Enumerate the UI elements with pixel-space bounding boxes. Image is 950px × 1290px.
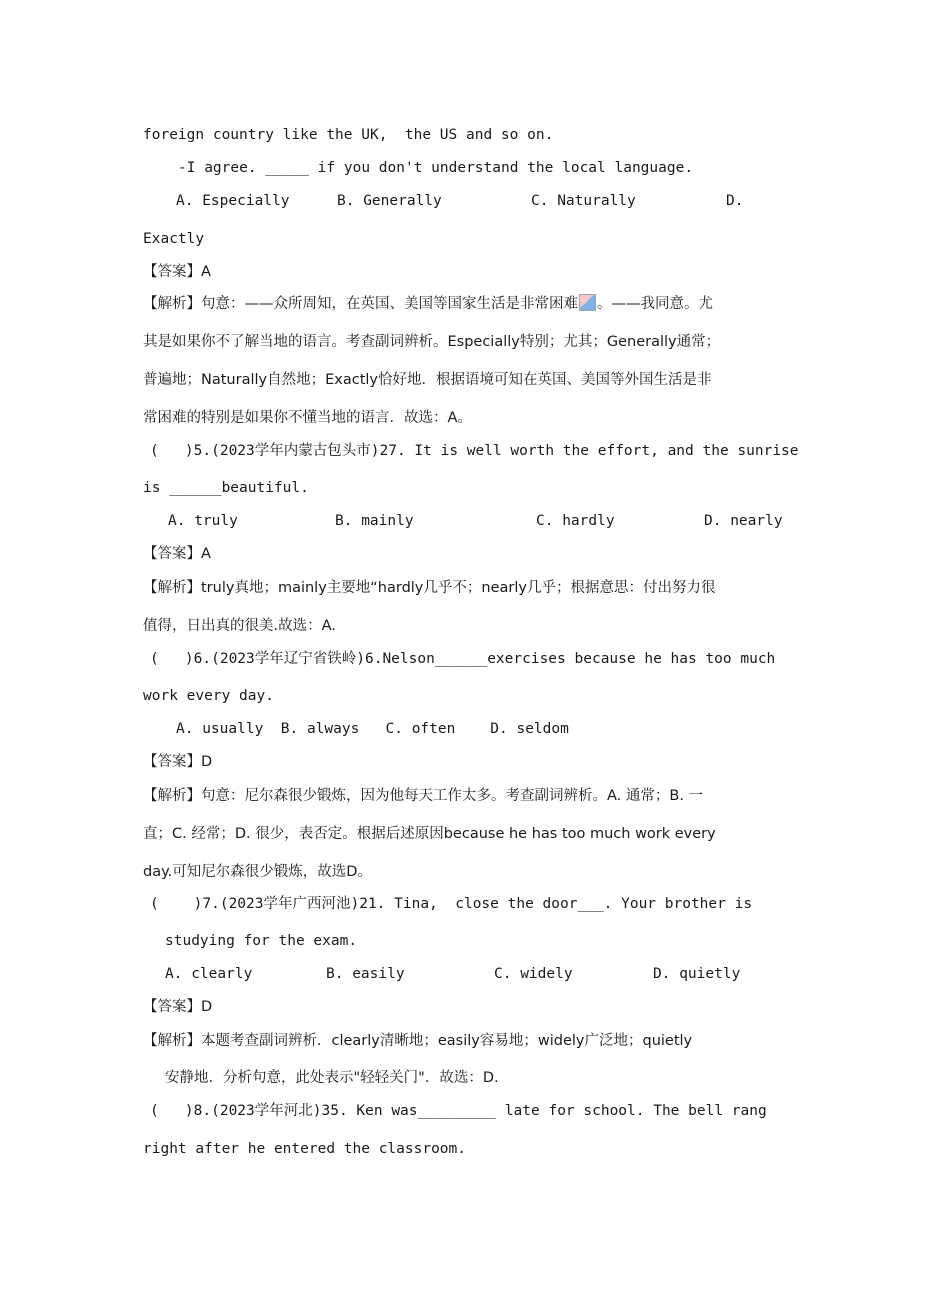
answer: 【答案】D: [143, 999, 213, 1015]
text-line: foreign country like the UK, the US and so on.: [143, 127, 554, 143]
explanation-line: 【解析】truly真地；mainly主要地“hardly几乎不；nearly几乎；根据意思：付出努力很: [143, 580, 716, 596]
explanation-text: 【解析】句意：——众所周知，在英国、美国等国家生活是非常困难: [143, 296, 578, 312]
option-a: A. Especially: [176, 193, 290, 209]
question-line: studying for the exam.: [165, 933, 358, 949]
explanation-line: 【解析】句意：尼尔森很少锻炼，因为他每天工作太多。考查副词辨析。A. 通常；B. 一: [143, 788, 704, 804]
explanation-line: 常困难的特别是如果你不懂当地的语言．故选：A。: [143, 410, 472, 426]
option-d: D. nearly: [704, 513, 783, 529]
question-line: ( )5.(2023学年内蒙古包头市)27. It is well worth the effort, and the sunrise: [150, 443, 799, 459]
explanation-line: 直；C. 经常；D. 很少，表否定。根据后述原因because he has too much work every: [143, 826, 716, 842]
answer: 【答案】A: [143, 546, 211, 562]
option-a: A. truly: [168, 513, 238, 529]
option-b: B. easily: [326, 966, 405, 982]
option-d: D.: [726, 193, 744, 209]
explanation-line: 安静地．分析句意，此处表示"轻轻关门"．故选：D.: [165, 1070, 499, 1086]
option-a: A. clearly: [165, 966, 253, 982]
option-c: C. Naturally: [531, 193, 636, 209]
option-b: B. Generally: [337, 193, 442, 209]
option-b: B. mainly: [335, 513, 414, 529]
question-line: right after he entered the classroom.: [143, 1141, 467, 1157]
explanation-line: 【解析】本题考查副词辨析．clearly清晰地；easily容易地；widely广泛地；quietly: [143, 1033, 693, 1049]
explanation-text: 。——我同意。尤: [597, 296, 713, 312]
option-d: D. quietly: [653, 966, 741, 982]
answer: 【答案】D: [143, 754, 213, 770]
question-line: ( )8.(2023学年河北)35. Ken was_________ late for school. The bell rang: [150, 1103, 767, 1119]
explanation-line: [143, 294, 713, 314]
broken-image-icon: [579, 294, 596, 311]
option-c: C. hardly: [536, 513, 615, 529]
answer: 【答案】A: [143, 264, 211, 280]
explanation-line: 其是如果你不了解当地的语言。考查副词辨析。Especially特别；尤其；Generally通常；: [143, 334, 721, 350]
explanation-line: day.可知尼尔森很少锻炼，故选D。: [143, 864, 372, 880]
option-d-text: Exactly: [143, 231, 205, 247]
question-line: is ______beautiful.: [143, 480, 309, 496]
option-c: C. widely: [494, 966, 573, 982]
question-line: ( )6.(2023学年辽宁省铁岭)6.Nelson______exercises because he has too much: [150, 651, 776, 667]
text-line: -I agree. _____ if you don't understand the local language.: [178, 160, 694, 176]
question-line: ( )7.(2023学年广西河池)21. Tina, close the door___. Your brother is: [150, 896, 753, 912]
explanation-line: 普遍地；Naturally自然地；Exactly恰好地．根据语境可知在英国、美国等外国生活是非: [143, 372, 712, 388]
question-line: work every day.: [143, 688, 274, 704]
options-line: A. usually B. always C. often D. seldom: [176, 721, 569, 737]
explanation-line: 值得，日出真的很美.故选：A.: [143, 618, 336, 634]
